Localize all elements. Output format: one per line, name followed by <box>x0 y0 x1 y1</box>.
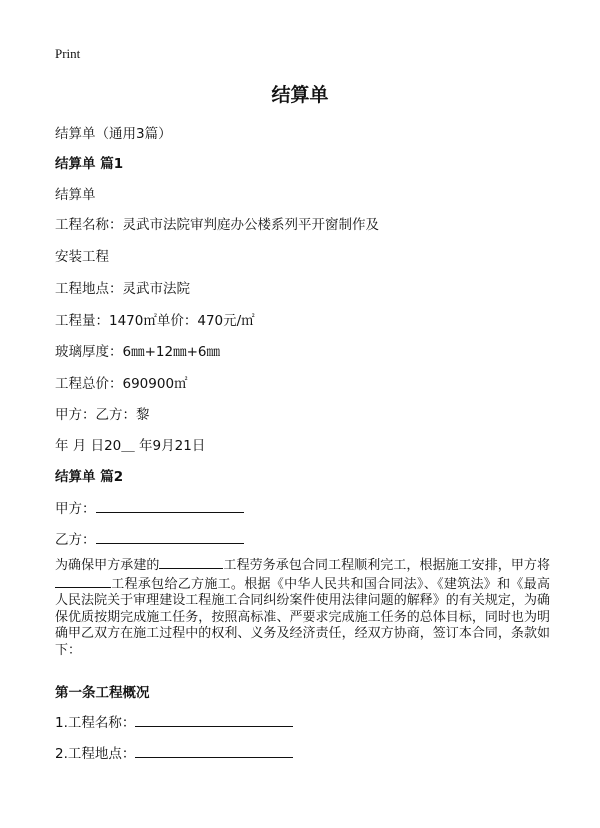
party-a-line <box>55 497 244 517</box>
glass-thickness: 玻璃厚度：6㎜+12㎜+6㎜ <box>55 344 220 360</box>
item2-line <box>55 742 293 762</box>
party-b-line <box>55 528 244 548</box>
paragraph-blank-1 <box>159 556 223 569</box>
document-subtitle: 结算单（通用3篇） <box>55 126 172 142</box>
contract-paragraph <box>55 556 550 660</box>
document-title: 结算单 <box>271 84 329 106</box>
paragraph-part3: 工程承包给乙方施工。根据《中华人民共和国合同法》、《建筑法》和《最高人民法院关于审理建设工程施工合同纠纷案件使用法律问题的解释》的有关规定，为确保优质按期完成施工任务，按照高标准、严要求完成施工任务的总体目标，同时也为明确甲乙双方在施工过程中的权利、义务及经济责任，经双方协商，签订本合同，条款如下： <box>55 576 550 658</box>
section2-heading: 结算单 篇2 <box>55 469 124 485</box>
party-a-blank <box>96 498 244 513</box>
item2-label: 2.工程地点： <box>55 746 136 762</box>
item1-label: 1.工程名称： <box>55 715 136 731</box>
quantity-price: 工程量：1470㎡单价：470元/㎡ <box>55 313 255 329</box>
project-location: 工程地点：灵武市法院 <box>55 281 190 297</box>
party-b-label: 乙方： <box>55 532 96 548</box>
party-a-label: 甲方： <box>55 501 96 517</box>
print-label: Print <box>55 46 81 61</box>
total-price: 工程总价：690900㎡ <box>55 376 188 392</box>
item2-blank <box>135 743 293 758</box>
article1-heading: 第一条工程概况 <box>55 685 150 701</box>
paragraph-blank-2 <box>55 575 111 588</box>
section1-line: 结算单 <box>55 187 96 203</box>
paragraph-part2: 工程劳务承包合同工程顺利完工，根据施工安排，甲方将 <box>223 558 550 573</box>
paragraph-part1: 为确保甲方承建的 <box>55 558 160 573</box>
item1-blank <box>135 712 293 727</box>
section1-heading: 结算单 篇1 <box>55 156 124 172</box>
project-name-cont: 安装工程 <box>55 249 109 265</box>
party-b-blank <box>96 529 244 544</box>
project-name: 工程名称：灵武市法院审判庭办公楼系列平开窗制作及 <box>55 217 379 233</box>
parties: 甲方：乙方：黎 <box>55 407 150 423</box>
item1-line <box>55 711 293 731</box>
date-line: 年 月 日20＿ 年9月21日 <box>55 438 206 454</box>
